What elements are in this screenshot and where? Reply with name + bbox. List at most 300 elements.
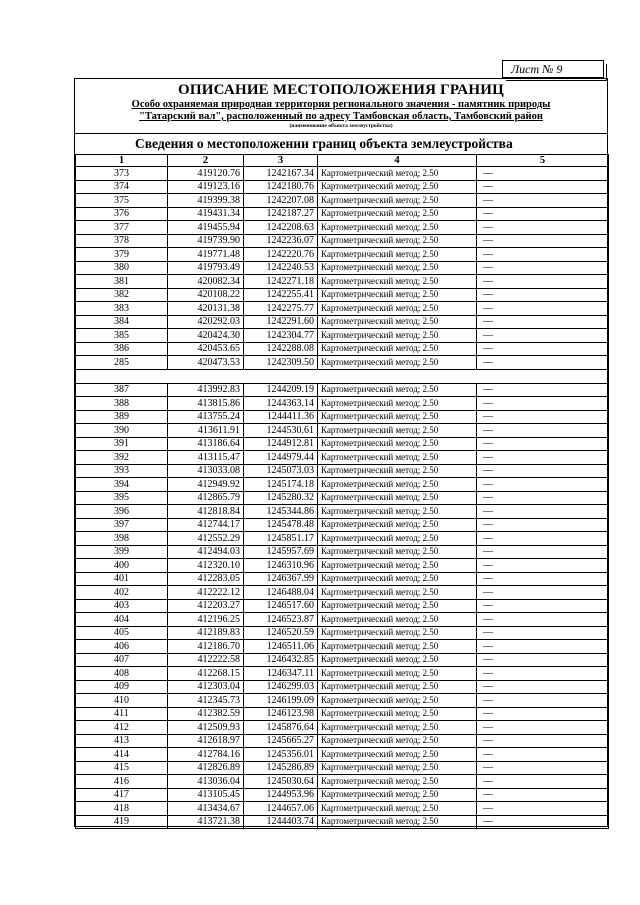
column-number: 3 — [244, 155, 318, 167]
point-number: 411 — [76, 707, 168, 721]
point-number: 401 — [76, 572, 168, 586]
table-row — [76, 667, 609, 681]
coordinate-y: 1244912.81 — [244, 437, 318, 451]
point-number: 387 — [76, 383, 168, 397]
table-row — [76, 451, 609, 465]
point-number: 418 — [76, 802, 168, 816]
dash-cell: — — [477, 261, 609, 275]
coordinate-y: 1245030.64 — [244, 775, 318, 789]
coordinate-y: 1242207.08 — [244, 194, 318, 208]
table-row — [76, 626, 609, 640]
point-number: 395 — [76, 491, 168, 505]
dash-cell: — — [477, 532, 609, 546]
table-row — [76, 815, 609, 829]
dash-cell: — — [477, 518, 609, 532]
coordinate-x: 413721.38 — [168, 815, 244, 829]
coordinate-y: 1244530.61 — [244, 424, 318, 438]
coordinate-y: 1242255.41 — [244, 288, 318, 302]
column-number: 4 — [318, 155, 477, 167]
dash-cell: — — [477, 626, 609, 640]
coordinate-x: 412196.25 — [168, 613, 244, 627]
table-row — [76, 315, 609, 329]
empty-cell — [76, 369, 168, 383]
table-row — [76, 734, 609, 748]
point-number: 380 — [76, 261, 168, 275]
point-number: 391 — [76, 437, 168, 451]
method-cell: Картометрический метод; 2.50 — [318, 761, 477, 775]
table-row — [76, 207, 609, 221]
point-number: 384 — [76, 315, 168, 329]
dash-cell: — — [477, 653, 609, 667]
table-row — [76, 788, 609, 802]
object-name-caption: (наименование объекта землеустройства) — [289, 123, 393, 129]
point-number: 413 — [76, 734, 168, 748]
dash-cell: — — [477, 694, 609, 708]
coordinate-x: 413755.24 — [168, 410, 244, 424]
table-row — [76, 653, 609, 667]
coordinate-y: 1246511.06 — [244, 640, 318, 654]
dash-cell: — — [477, 315, 609, 329]
table-row — [76, 397, 609, 411]
method-cell: Картометрический метод; 2.50 — [318, 640, 477, 654]
point-number: 416 — [76, 775, 168, 789]
method-cell: Картометрический метод; 2.50 — [318, 572, 477, 586]
coordinate-y: 1245478.48 — [244, 518, 318, 532]
dash-cell: — — [477, 505, 609, 519]
point-number: 375 — [76, 194, 168, 208]
coordinate-y: 1246199.09 — [244, 694, 318, 708]
table-row — [76, 518, 609, 532]
coordinate-y: 1245957.69 — [244, 545, 318, 559]
coordinate-y: 1246520.59 — [244, 626, 318, 640]
table-row — [76, 167, 609, 181]
dash-cell: — — [477, 194, 609, 208]
coordinate-y: 1242275.77 — [244, 302, 318, 316]
dash-cell: — — [477, 572, 609, 586]
dash-cell: — — [477, 329, 609, 343]
method-cell: Картометрический метод; 2.50 — [318, 694, 477, 708]
point-number: 373 — [76, 167, 168, 181]
method-cell: Картометрический метод; 2.50 — [318, 518, 477, 532]
column-number-row — [76, 155, 609, 167]
coordinate-y: 1242291.60 — [244, 315, 318, 329]
dash-cell: — — [477, 559, 609, 573]
table-row — [76, 261, 609, 275]
dash-cell: — — [477, 451, 609, 465]
table-row — [76, 505, 609, 519]
dash-cell: — — [477, 802, 609, 816]
method-cell: Картометрический метод; 2.50 — [318, 599, 477, 613]
coordinate-x: 412320.10 — [168, 559, 244, 573]
coordinate-y: 1242187.27 — [244, 207, 318, 221]
method-cell: Картометрический метод; 2.50 — [318, 464, 477, 478]
point-number: 414 — [76, 748, 168, 762]
coordinate-x: 419793.49 — [168, 261, 244, 275]
method-cell: Картометрический метод; 2.50 — [318, 180, 477, 194]
method-cell: Картометрический метод; 2.50 — [318, 207, 477, 221]
table-row — [76, 680, 609, 694]
table-row — [76, 437, 609, 451]
empty-cell — [477, 369, 609, 383]
group-separator-row — [76, 369, 609, 383]
dash-cell: — — [477, 221, 609, 235]
method-cell: Картометрический метод; 2.50 — [318, 248, 477, 262]
table-row — [76, 545, 609, 559]
table-row — [76, 572, 609, 586]
point-number: 407 — [76, 653, 168, 667]
coordinate-y: 1244657.06 — [244, 802, 318, 816]
table-row — [76, 180, 609, 194]
table-row — [76, 383, 609, 397]
method-cell: Картометрический метод; 2.50 — [318, 613, 477, 627]
coordinate-x: 419399.38 — [168, 194, 244, 208]
coordinate-x: 412203.27 — [168, 599, 244, 613]
point-number: 406 — [76, 640, 168, 654]
coordinate-x: 412283.05 — [168, 572, 244, 586]
document-frame — [74, 78, 608, 827]
table-row — [76, 491, 609, 505]
coordinate-y: 1245344.86 — [244, 505, 318, 519]
table-row — [76, 613, 609, 627]
coordinate-y: 1242304.77 — [244, 329, 318, 343]
coordinate-y: 1245286.89 — [244, 761, 318, 775]
column-number: 2 — [168, 155, 244, 167]
point-number: 285 — [76, 356, 168, 370]
coordinate-y: 1246523.87 — [244, 613, 318, 627]
sheet-number-label: Лист № 9 — [502, 60, 604, 78]
point-number: 376 — [76, 207, 168, 221]
point-number: 379 — [76, 248, 168, 262]
method-cell: Картометрический метод; 2.50 — [318, 261, 477, 275]
coordinate-x: 419123.16 — [168, 180, 244, 194]
point-number: 383 — [76, 302, 168, 316]
coordinate-y: 1245073.03 — [244, 464, 318, 478]
table-row — [76, 410, 609, 424]
coordinate-y: 1246123.98 — [244, 707, 318, 721]
method-cell: Картометрический метод; 2.50 — [318, 424, 477, 438]
coordinate-x: 412826.89 — [168, 761, 244, 775]
point-number: 399 — [76, 545, 168, 559]
coordinate-x: 413115.47 — [168, 451, 244, 465]
coordinate-y: 1246488.04 — [244, 586, 318, 600]
coordinate-x: 420292.03 — [168, 315, 244, 329]
method-cell: Картометрический метод; 2.50 — [318, 667, 477, 681]
method-cell: Картометрический метод; 2.50 — [318, 451, 477, 465]
coordinate-y: 1244403.74 — [244, 815, 318, 829]
dash-cell: — — [477, 788, 609, 802]
table-row — [76, 478, 609, 492]
point-number: 392 — [76, 451, 168, 465]
empty-cell — [168, 369, 244, 383]
table-row — [76, 694, 609, 708]
method-cell: Картометрический метод; 2.50 — [318, 815, 477, 829]
coordinate-y: 1245174.18 — [244, 478, 318, 492]
method-cell: Картометрический метод; 2.50 — [318, 680, 477, 694]
point-number: 403 — [76, 599, 168, 613]
coordinate-y: 1242180.76 — [244, 180, 318, 194]
table-row — [76, 748, 609, 762]
dash-cell: — — [477, 545, 609, 559]
method-cell: Картометрический метод; 2.50 — [318, 532, 477, 546]
table-row — [76, 775, 609, 789]
coordinate-x: 420131.38 — [168, 302, 244, 316]
method-cell: Картометрический метод; 2.50 — [318, 302, 477, 316]
coordinate-x: 412186.70 — [168, 640, 244, 654]
point-number: 389 — [76, 410, 168, 424]
coordinate-x: 413033.08 — [168, 464, 244, 478]
dash-cell: — — [477, 667, 609, 681]
dash-cell: — — [477, 721, 609, 735]
coordinate-x: 412303.04 — [168, 680, 244, 694]
point-number: 386 — [76, 342, 168, 356]
dash-cell: — — [477, 180, 609, 194]
document-title: ОПИСАНИЕ МЕСТОПОЛОЖЕНИЯ ГРАНИЦ — [178, 82, 504, 98]
dash-cell: — — [477, 383, 609, 397]
coordinate-y: 1242220.76 — [244, 248, 318, 262]
object-name-line-2: "Татарский вал", расположенный по адресу Тамбовская область, Тамбовский район — [139, 111, 543, 122]
method-cell: Картометрический метод; 2.50 — [318, 342, 477, 356]
coordinate-y: 1245665.27 — [244, 734, 318, 748]
method-cell: Картометрический метод; 2.50 — [318, 234, 477, 248]
point-number: 388 — [76, 397, 168, 411]
coordinate-x: 413815.86 — [168, 397, 244, 411]
table-row — [76, 356, 609, 370]
column-number: 1 — [76, 155, 168, 167]
coordinate-x: 420453.65 — [168, 342, 244, 356]
dash-cell: — — [477, 410, 609, 424]
dash-cell: — — [477, 437, 609, 451]
table-row — [76, 707, 609, 721]
coordinate-y: 1242309.50 — [244, 356, 318, 370]
method-cell: Картометрический метод; 2.50 — [318, 167, 477, 181]
coordinate-x: 419739.90 — [168, 234, 244, 248]
coordinate-x: 412618.97 — [168, 734, 244, 748]
table-row — [76, 559, 609, 573]
coordinate-y: 1246299.03 — [244, 680, 318, 694]
method-cell: Картометрический метод; 2.50 — [318, 748, 477, 762]
coordinate-y: 1246517.60 — [244, 599, 318, 613]
method-cell: Картометрический метод; 2.50 — [318, 545, 477, 559]
method-cell: Картометрический метод; 2.50 — [318, 491, 477, 505]
dash-cell: — — [477, 464, 609, 478]
point-number: 415 — [76, 761, 168, 775]
point-number: 408 — [76, 667, 168, 681]
method-cell: Картометрический метод; 2.50 — [318, 329, 477, 343]
coordinate-x: 420082.34 — [168, 275, 244, 289]
coordinate-x: 413036.04 — [168, 775, 244, 789]
coordinate-y: 1245356.01 — [244, 748, 318, 762]
coordinate-y: 1245876.64 — [244, 721, 318, 735]
dash-cell: — — [477, 734, 609, 748]
coordinate-y: 1246432.85 — [244, 653, 318, 667]
coordinate-y: 1242208.63 — [244, 221, 318, 235]
table-row — [76, 194, 609, 208]
coordinate-x: 419120.76 — [168, 167, 244, 181]
coordinate-x: 412345.73 — [168, 694, 244, 708]
coordinate-x: 412382.59 — [168, 707, 244, 721]
coordinates-table — [75, 154, 609, 829]
coordinate-y: 1246347.11 — [244, 667, 318, 681]
table-row — [76, 248, 609, 262]
method-cell: Картометрический метод; 2.50 — [318, 802, 477, 816]
table-row — [76, 802, 609, 816]
coordinate-x: 412222.58 — [168, 653, 244, 667]
coordinate-x: 412949.92 — [168, 478, 244, 492]
coordinate-y: 1242271.18 — [244, 275, 318, 289]
coordinate-x: 412784.16 — [168, 748, 244, 762]
method-cell: Картометрический метод; 2.50 — [318, 653, 477, 667]
coordinate-x: 420108.22 — [168, 288, 244, 302]
coordinate-x: 412552.29 — [168, 532, 244, 546]
point-number: 400 — [76, 559, 168, 573]
point-number: 382 — [76, 288, 168, 302]
dash-cell: — — [477, 748, 609, 762]
coordinate-x: 412744.17 — [168, 518, 244, 532]
empty-cell — [318, 369, 477, 383]
coordinate-y: 1244209.19 — [244, 383, 318, 397]
coordinate-y: 1242236.07 — [244, 234, 318, 248]
table-row — [76, 302, 609, 316]
dash-cell: — — [477, 288, 609, 302]
coordinate-x: 413611.91 — [168, 424, 244, 438]
point-number: 390 — [76, 424, 168, 438]
coordinate-y: 1246310.96 — [244, 559, 318, 573]
method-cell: Картометрический метод; 2.50 — [318, 275, 477, 289]
point-number: 409 — [76, 680, 168, 694]
coordinate-x: 420424.30 — [168, 329, 244, 343]
dash-cell: — — [477, 613, 609, 627]
dash-cell: — — [477, 248, 609, 262]
dash-cell: — — [477, 342, 609, 356]
method-cell: Картометрический метод; 2.50 — [318, 775, 477, 789]
point-number: 417 — [76, 788, 168, 802]
dash-cell: — — [477, 491, 609, 505]
table-row — [76, 640, 609, 654]
column-number: 5 — [477, 155, 609, 167]
coordinate-y: 1242167.34 — [244, 167, 318, 181]
coordinate-x: 412818.84 — [168, 505, 244, 519]
method-cell: Картометрический метод; 2.50 — [318, 626, 477, 640]
table-row — [76, 761, 609, 775]
dash-cell: — — [477, 680, 609, 694]
method-cell: Картометрический метод; 2.50 — [318, 559, 477, 573]
dash-cell: — — [477, 424, 609, 438]
dash-cell: — — [477, 478, 609, 492]
empty-cell — [244, 369, 318, 383]
coordinate-x: 419455.94 — [168, 221, 244, 235]
point-number: 410 — [76, 694, 168, 708]
table-row — [76, 234, 609, 248]
coordinate-x: 413105.45 — [168, 788, 244, 802]
method-cell: Картометрический метод; 2.50 — [318, 356, 477, 370]
coordinate-x: 412222.12 — [168, 586, 244, 600]
coordinate-x: 412189.83 — [168, 626, 244, 640]
point-number: 394 — [76, 478, 168, 492]
table-row — [76, 275, 609, 289]
table-row — [76, 221, 609, 235]
point-number: 374 — [76, 180, 168, 194]
coordinate-x: 419771.48 — [168, 248, 244, 262]
point-number: 378 — [76, 234, 168, 248]
point-number: 419 — [76, 815, 168, 829]
dash-cell: — — [477, 207, 609, 221]
table-row — [76, 464, 609, 478]
dash-cell: — — [477, 815, 609, 829]
coordinate-y: 1245851.17 — [244, 532, 318, 546]
dash-cell: — — [477, 775, 609, 789]
dash-cell: — — [477, 275, 609, 289]
point-number: 397 — [76, 518, 168, 532]
dash-cell: — — [477, 707, 609, 721]
table-row — [76, 424, 609, 438]
method-cell: Картометрический метод; 2.50 — [318, 437, 477, 451]
point-number: 377 — [76, 221, 168, 235]
dash-cell: — — [477, 356, 609, 370]
table-row — [76, 599, 609, 613]
method-cell: Картометрический метод; 2.50 — [318, 788, 477, 802]
method-cell: Картометрический метод; 2.50 — [318, 410, 477, 424]
coordinate-x: 413992.83 — [168, 383, 244, 397]
coordinate-x: 412865.79 — [168, 491, 244, 505]
section-title: Сведения о местоположении границ объекта землеустройства — [75, 133, 607, 153]
point-number: 381 — [76, 275, 168, 289]
table-row — [76, 532, 609, 546]
coordinate-x: 420473.53 — [168, 356, 244, 370]
table-row — [76, 586, 609, 600]
coordinate-y: 1242240.53 — [244, 261, 318, 275]
point-number: 402 — [76, 586, 168, 600]
coordinate-x: 412509.93 — [168, 721, 244, 735]
dash-cell: — — [477, 599, 609, 613]
coordinate-x: 412268.15 — [168, 667, 244, 681]
dash-cell: — — [477, 586, 609, 600]
point-number: 393 — [76, 464, 168, 478]
table-row — [76, 329, 609, 343]
point-number: 405 — [76, 626, 168, 640]
method-cell: Картометрический метод; 2.50 — [318, 478, 477, 492]
dash-cell: — — [477, 761, 609, 775]
method-cell: Картометрический метод; 2.50 — [318, 721, 477, 735]
dash-cell: — — [477, 234, 609, 248]
dash-cell: — — [477, 397, 609, 411]
method-cell: Картометрический метод; 2.50 — [318, 505, 477, 519]
point-number: 412 — [76, 721, 168, 735]
method-cell: Картометрический метод; 2.50 — [318, 221, 477, 235]
table-row — [76, 721, 609, 735]
coordinate-x: 412494.03 — [168, 545, 244, 559]
table-row — [76, 342, 609, 356]
method-cell: Картометрический метод; 2.50 — [318, 586, 477, 600]
dash-cell: — — [477, 302, 609, 316]
method-cell: Картометрический метод; 2.50 — [318, 315, 477, 329]
method-cell: Картометрический метод; 2.50 — [318, 734, 477, 748]
coordinate-x: 413434.67 — [168, 802, 244, 816]
point-number: 404 — [76, 613, 168, 627]
method-cell: Картометрический метод; 2.50 — [318, 397, 477, 411]
coordinate-y: 1244953.96 — [244, 788, 318, 802]
method-cell: Картометрический метод; 2.50 — [318, 288, 477, 302]
coordinate-x: 413186.64 — [168, 437, 244, 451]
dash-cell: — — [477, 167, 609, 181]
dash-cell: — — [477, 640, 609, 654]
method-cell: Картометрический метод; 2.50 — [318, 383, 477, 397]
point-number: 396 — [76, 505, 168, 519]
method-cell: Картометрический метод; 2.50 — [318, 194, 477, 208]
coordinate-y: 1244363.14 — [244, 397, 318, 411]
table-row — [76, 288, 609, 302]
document-header — [75, 79, 607, 133]
coordinate-y: 1244411.36 — [244, 410, 318, 424]
